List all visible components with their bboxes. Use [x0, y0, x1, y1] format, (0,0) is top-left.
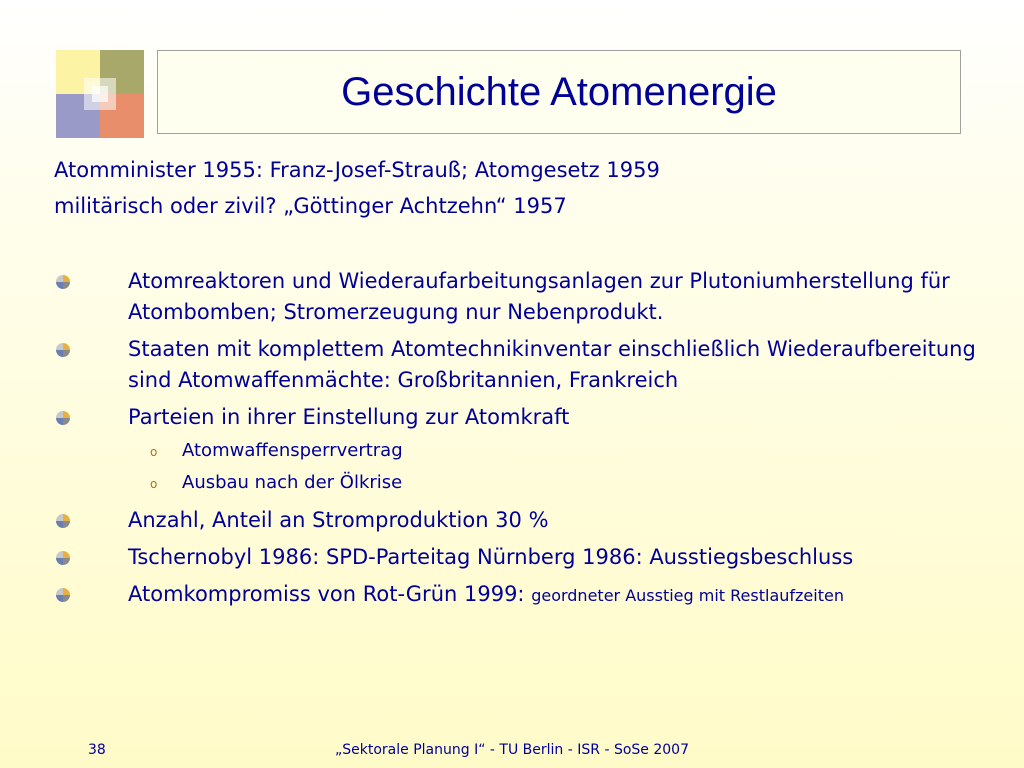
circle-bullet-icon: o [150, 477, 158, 491]
page-number: 38 [88, 742, 106, 758]
sub-bullet-item [128, 435, 1014, 467]
bullet-sphere-icon [56, 588, 70, 602]
bullet-item [54, 579, 1014, 611]
bullet-text: Atomkompromiss von Rot-Grün 1999: [128, 582, 532, 606]
sub-bullet-list [128, 435, 1014, 499]
bullet-item [54, 402, 1014, 499]
bullet-sphere-icon [56, 411, 70, 425]
intro-lines [54, 152, 660, 224]
bullet-sphere-icon [56, 514, 70, 528]
slide-title: Geschichte Atomenergie [341, 69, 777, 114]
logo [56, 50, 144, 138]
bullet-item [54, 266, 1014, 328]
intro-line: militärisch oder zivil? „Göttinger Achtzehn“ 1957 [54, 194, 567, 218]
bullet-sphere-icon [56, 551, 70, 565]
bullet-text: Anzahl, Anteil an Stromproduktion 30 % [128, 508, 549, 532]
bullet-text: Atomreaktoren und Wiederaufarbeitungsanlagen zur Plutoniumherstellung für Atombomben; Stromerzeugung nur Nebenprodukt. [128, 269, 950, 324]
sub-bullet-text: Atomwaffensperrvertrag [182, 440, 403, 461]
bullet-list [54, 266, 1014, 617]
intro-line: Atomminister 1955: Franz-Josef-Strauß; Atomgesetz 1959 [54, 158, 660, 182]
bullet-item [54, 505, 1014, 536]
title-box [157, 50, 961, 134]
bullet-text: Staaten mit komplettem Atomtechnikinventar einschließlich Wiederaufbereitung sind Atomwaffenmächte: Großbritannien, Frankreich [128, 337, 976, 392]
bullet-sphere-icon [56, 343, 70, 357]
sub-bullet-text: Ausbau nach der Ölkrise [182, 472, 403, 493]
footer-text: „Sektorale Planung I“ - TU Berlin - ISR - SoSe 2007 [335, 742, 689, 758]
bullet-sphere-icon [56, 275, 70, 289]
logo-center-highlight [92, 86, 108, 102]
bullet-item [54, 542, 1014, 573]
bullet-item [54, 334, 1014, 396]
sub-bullet-item [128, 467, 1014, 499]
bullet-text: Tschernobyl 1986: SPD-Parteitag Nürnberg 1986: Ausstiegsbeschluss [128, 545, 854, 569]
bullet-text: Parteien in ihrer Einstellung zur Atomkraft [128, 405, 570, 429]
bullet-text-small: geordneter Ausstieg mit Restlaufzeiten [531, 586, 844, 605]
circle-bullet-icon: o [150, 445, 158, 459]
